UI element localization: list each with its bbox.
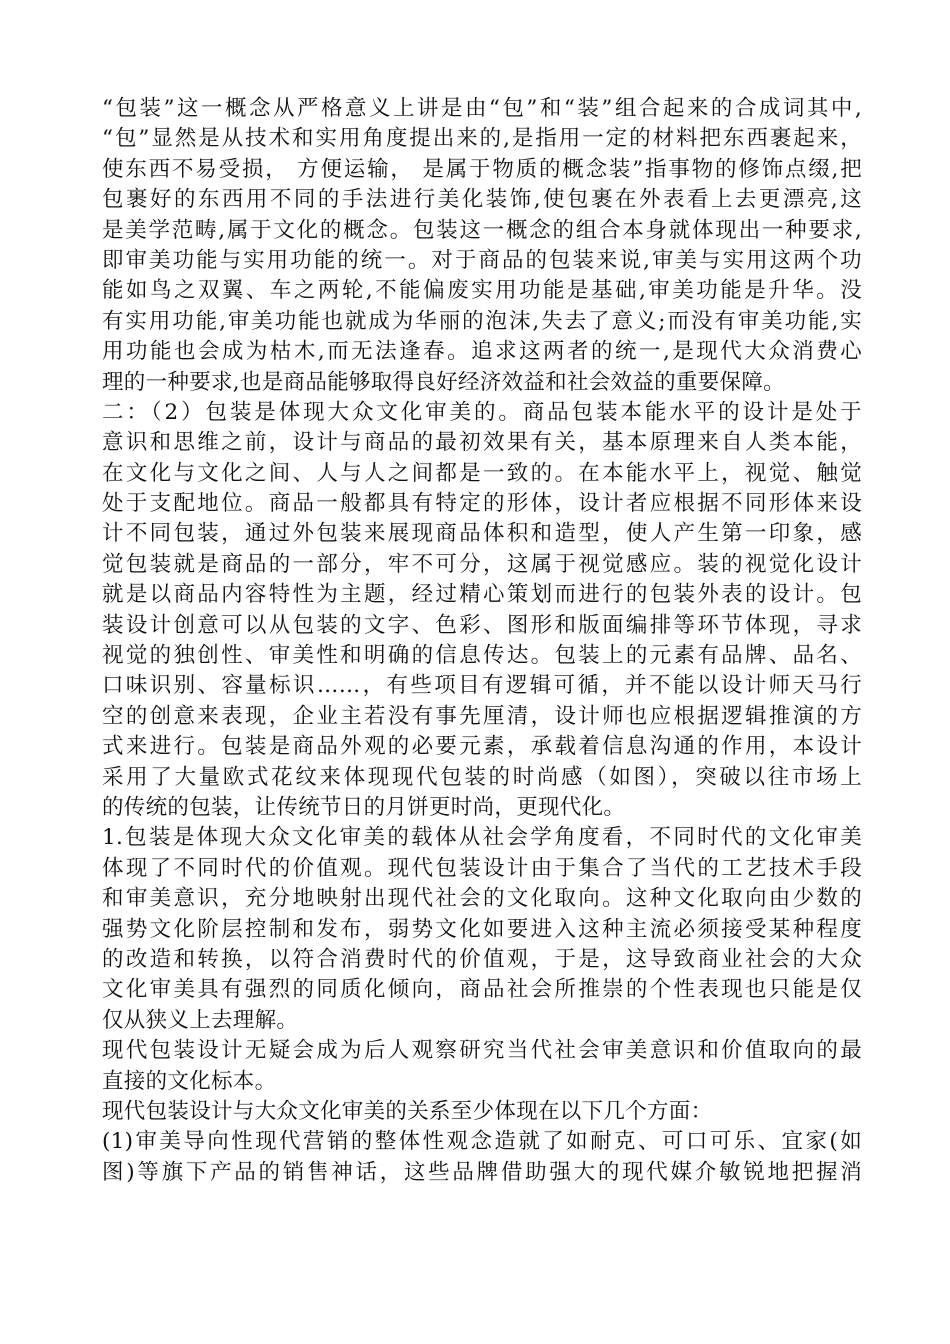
text-line: 包裹好的东西用不同的手法进行美化装饰,使包裹在外表看上去更漂亮,这 xyxy=(102,187,862,213)
text-line: 在文化与文化之间、人与人之间都是一致的。在本能水平上，视觉、触觉 xyxy=(102,460,862,486)
body-text xyxy=(102,94,862,1188)
text-line: 和审美意识，充分地映射出现代社会的文化取向。这种文化取向由少数的 xyxy=(102,886,862,912)
text-line: 现代包装设计与大众文化审美的关系至少体现在以下几个方面： xyxy=(102,1098,713,1124)
text-line: 意识和思维之前，设计与商品的最初效果有关，基本原理来自人类本能， xyxy=(102,430,862,456)
text-line: 体现了不同时代的价值观。现代包装设计由于集合了当代的工艺技术手段 xyxy=(102,855,862,881)
text-line: 处于支配地位。商品一般都具有特定的形体，设计者应根据不同形体来设 xyxy=(102,491,862,517)
text-line: 的传统的包装，让传统节日的月饼更时尚，更现代化。 xyxy=(102,794,626,820)
text-line: 文化审美具有强烈的同质化倾向，商品社会所推崇的个性表现也只能是仅 xyxy=(102,977,862,1003)
text-line: 计不同包装，通过外包装来展现商品体积和造型，使人产生第一印象，感 xyxy=(102,521,862,547)
text-line: 能如鸟之双翼、车之两轮,不能偏废实用功能是基础,审美功能是升华。没 xyxy=(102,278,862,304)
text-line: 用功能也会成为枯木,而无法逢春。追求这两者的统一,是现代大众消费心 xyxy=(102,339,862,365)
text-line: (1)审美导向性现代营销的整体性观念造就了如耐克、可口可乐、宜家(如 xyxy=(102,1129,862,1155)
text-line: 采用了大量欧式花纹来体现现代包装的时尚感（如图），突破以往市场上 xyxy=(102,764,862,790)
text-line: “包装”这一概念从严格意义上讲是由“包”和“装”组合起来的合成词其中, xyxy=(102,96,862,121)
text-line: 现代包装设计无疑会成为后人观察研究当代社会审美意识和价值取向的最 xyxy=(102,1038,862,1064)
text-line: 就是以商品内容特性为主题，经过精心策划而进行的包装外表的设计。包 xyxy=(102,582,862,608)
text-line: 装设计创意可以从包装的文字、色彩、图形和版面编排等环节体现，寻求 xyxy=(102,612,862,638)
text-line: 二：（2）包装是体现大众文化审美的。商品包装本能水平的设计是处于 xyxy=(102,399,862,425)
text-line: “包”显然是从技术和实用角度提出来的,是指用一定的材料把东西裹起来， xyxy=(102,126,862,152)
text-line: 觉包装就是商品的一部分，牢不可分，这属于视觉感应。装的视觉化设计 xyxy=(102,551,862,577)
text-line: 直接的文化标本。 xyxy=(102,1068,277,1094)
text-line: 式来进行。包装是商品外观的必要元素，承载着信息沟通的作用，本设计 xyxy=(102,734,862,760)
text-line: 强势文化阶层控制和发布，弱势文化如要进入这种主流必须接受某种程度 xyxy=(102,916,862,942)
text-line: 仅从狭义上去理解。 xyxy=(102,1007,299,1033)
text-line: 使东西不易受损， 方便运输， 是属于物质的概念装”指事物的修饰点缀,把 xyxy=(102,156,862,182)
text-line: 口味识别、容量标识……，有些项目有逻辑可循，并不能以设计师天马行 xyxy=(102,673,862,699)
text-line: 1.包装是体现大众文化审美的载体从社会学角度看，不同时代的文化审美 xyxy=(102,825,862,851)
text-line: 空的创意来表现，企业主若没有事先厘清，设计师也应根据逻辑推演的方 xyxy=(102,703,862,729)
text-line: 视觉的独创性、审美性和明确的信息传达。包装上的元素有品牌、品名、 xyxy=(102,643,862,669)
text-line: 即审美功能与实用功能的统一。对于商品的包装来说,审美与实用这两个功 xyxy=(102,247,862,273)
text-line: 是美学范畴,属于文化的概念。包装这一概念的组合本身就体现出一种要求, xyxy=(102,217,862,243)
text-line: 图)等旗下产品的销售神话，这些品牌借助强大的现代媒介敏锐地把握消 xyxy=(102,1159,862,1185)
text-line: 的改造和转换，以符合消费时代的价值观，于是，这导致商业社会的大众 xyxy=(102,946,862,972)
text-line: 有实用功能,审美功能也就成为华丽的泡沫,失去了意义;而没有审美功能,实 xyxy=(102,308,862,334)
text-line: 理的一种要求,也是商品能够取得良好经济效益和社会效益的重要保障。 xyxy=(102,369,785,395)
